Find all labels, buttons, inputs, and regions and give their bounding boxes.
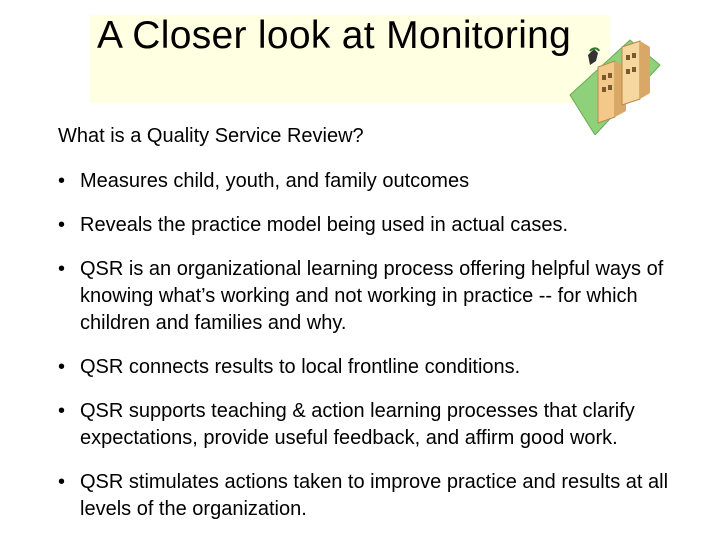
slide-title: A Closer look at Monitoring [97,14,572,57]
bullet-list [58,168,698,540]
bullet-item [58,354,698,381]
bullet-text: Measures child, youth, and family outcomes [80,170,470,192]
bullet-text: QSR stimulates actions taken to improve practice and results at all levels of the organization. [80,471,669,520]
bullet-item [58,168,698,195]
bullet-dot: • [58,471,66,493]
bullet-dot: • [58,400,66,422]
city-buildings-icon [560,25,670,135]
slide-subtitle: What is a Quality Service Review? [58,125,364,147]
bullet-item [58,256,698,337]
bullet-item [58,398,698,452]
bullet-text: QSR connects results to local frontline conditions. [80,356,521,378]
bullet-item [58,469,698,523]
bullet-item [58,212,698,239]
bullet-dot: • [58,170,66,192]
bullet-text: QSR supports teaching & action learning processes that clarify expectations, provide useful feedback, and affirm good work. [80,400,635,449]
bullet-dot: • [58,258,66,280]
bullet-text: QSR is an organizational learning process offering helpful ways of knowing what’s working and not working in practice -- for which children and families and why. [80,258,664,334]
bullet-dot: • [58,214,66,236]
bullet-dot: • [58,356,66,378]
bullet-text: Reveals the practice model being used in actual cases. [80,214,569,236]
